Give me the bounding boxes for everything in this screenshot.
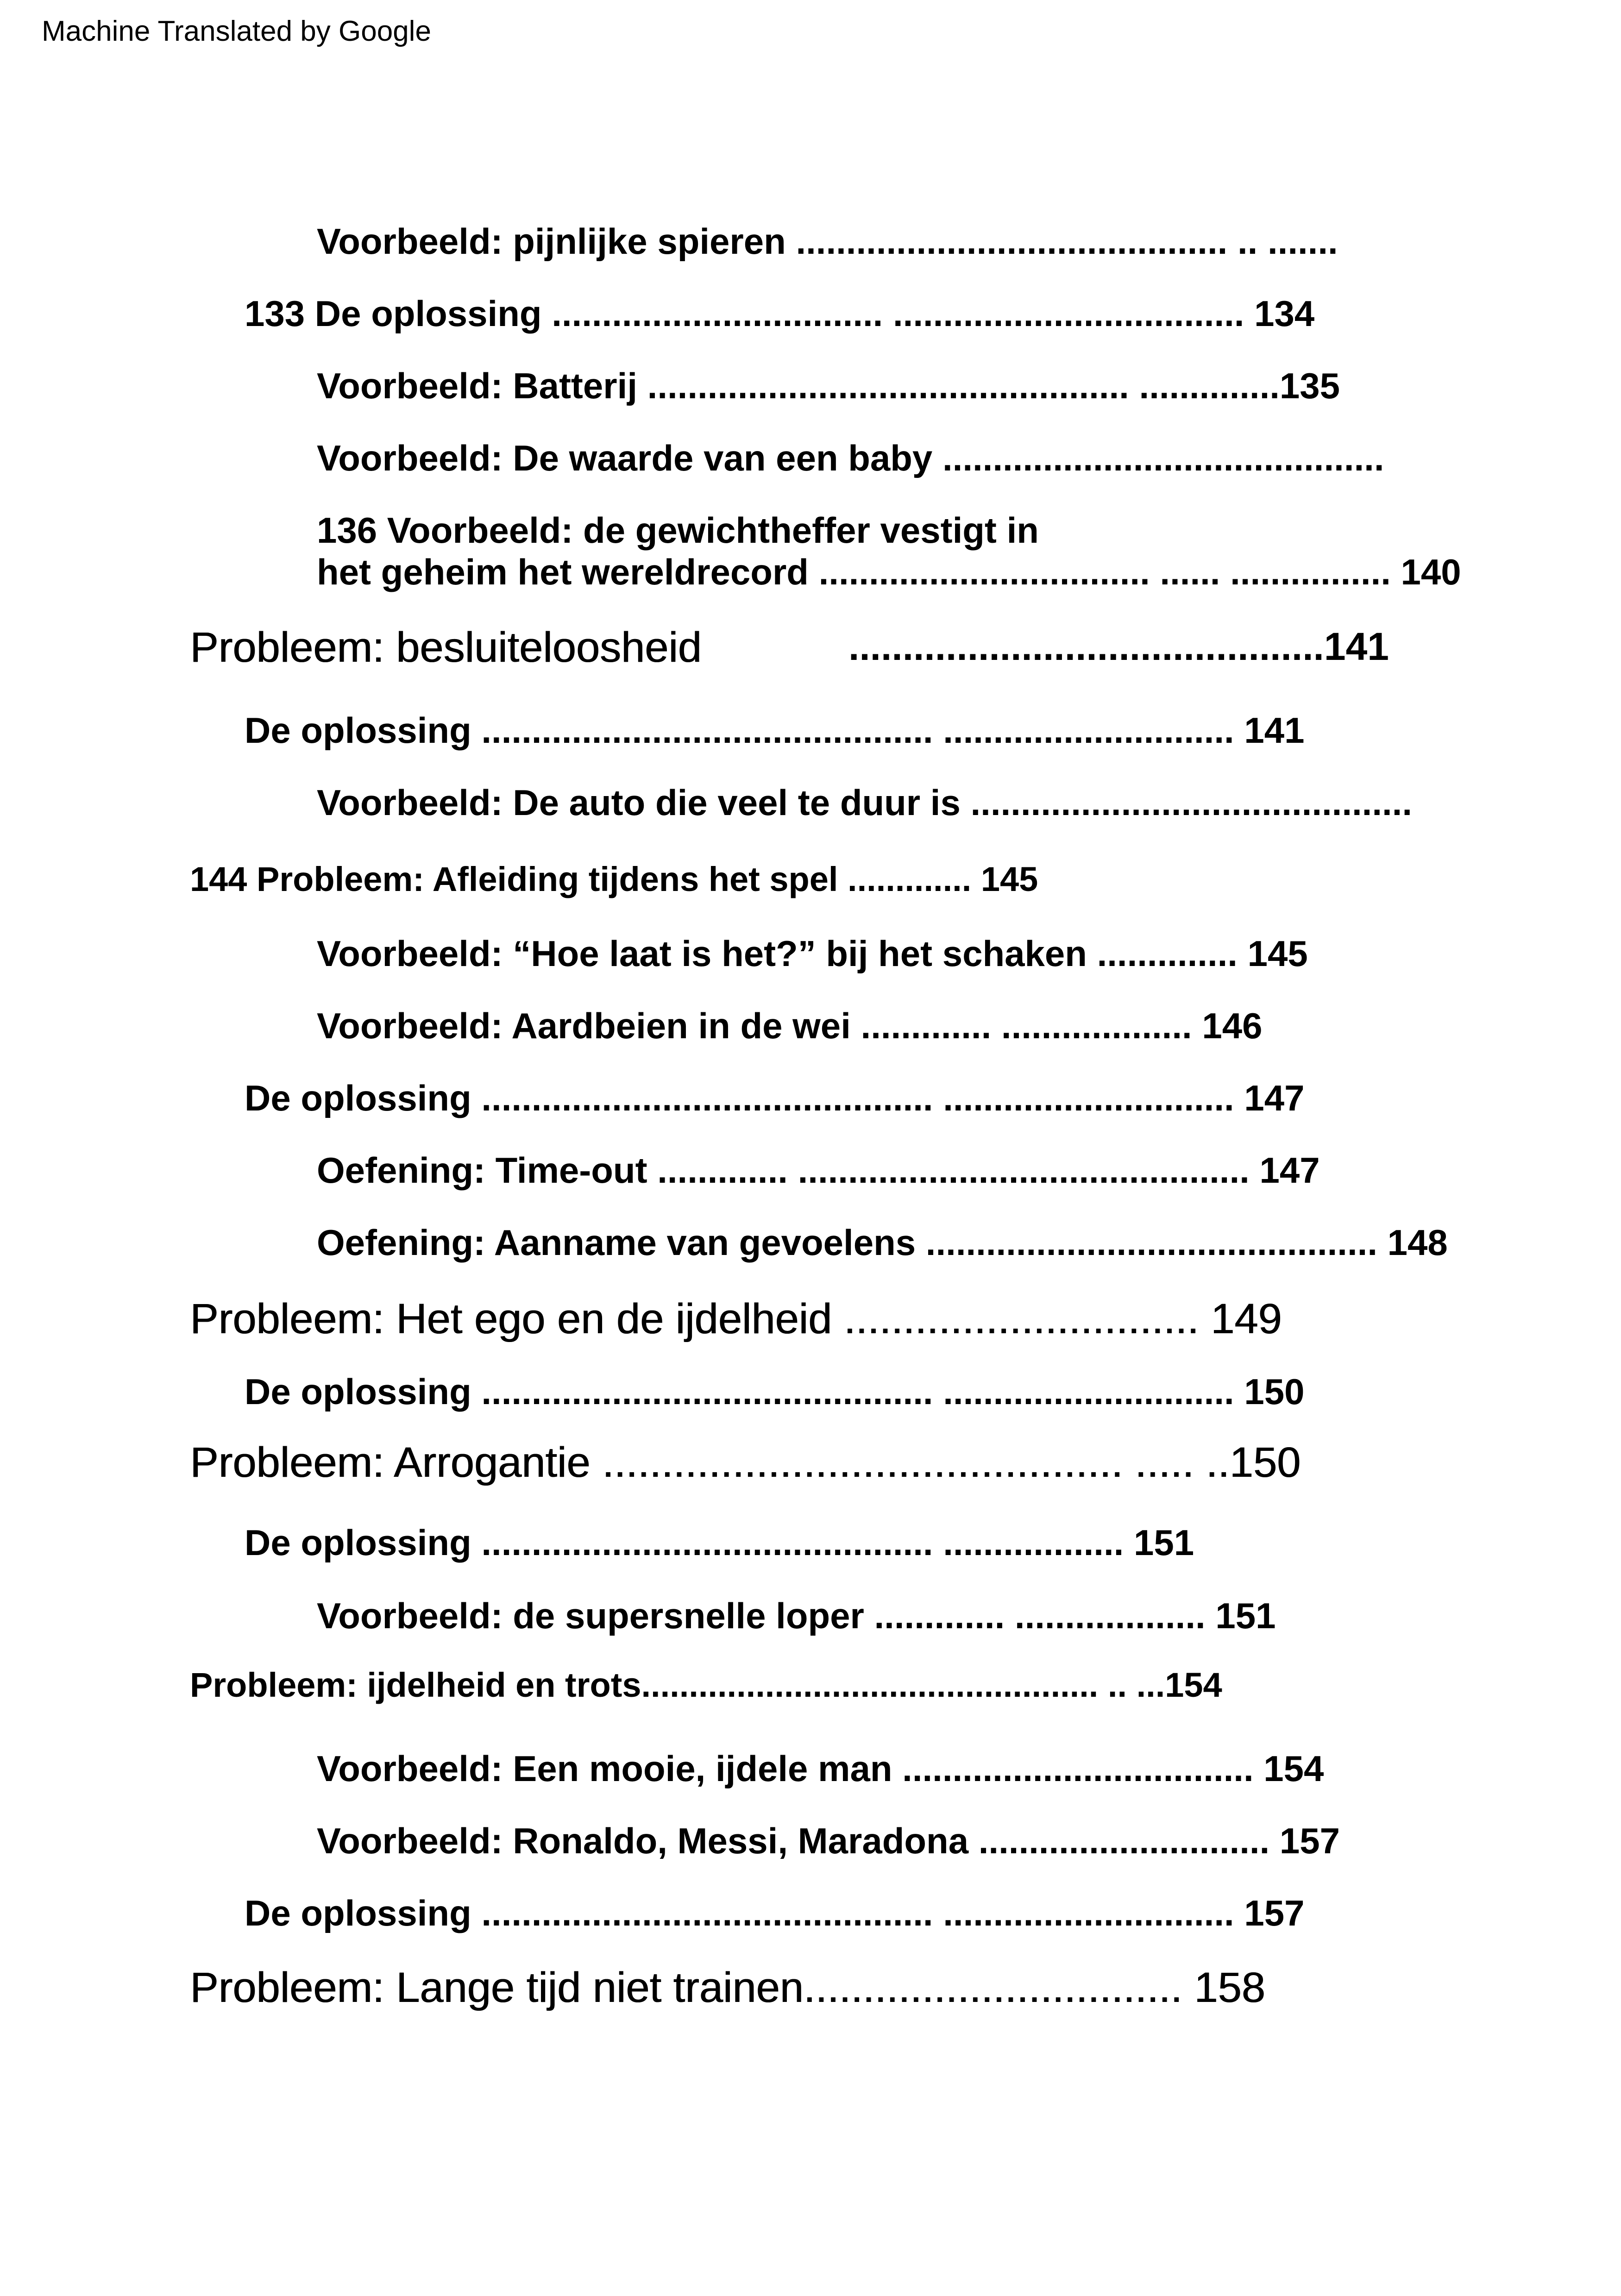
toc-entry[interactable]: Probleem: Lange tijd niet trainen................................ 158	[190, 1964, 1265, 2011]
toc-entry[interactable]: Oefening: Aanname van gevoelens ............................................. 148	[317, 1222, 1448, 1263]
toc-entry[interactable]: Oefening: Time-out ............. ............................................. 147	[317, 1150, 1320, 1191]
toc-entry[interactable]: het geheim het wereldrecord ................................. ...... ................ 140	[317, 552, 1461, 592]
toc-entry[interactable]: Probleem: ijdelheid en trots................................................ .. ...154	[190, 1666, 1222, 1704]
toc-entry[interactable]: Voorbeeld: De waarde van een baby ............................................	[317, 438, 1384, 478]
toc-entry[interactable]: De oplossing ............................................. ............................. 141	[245, 710, 1305, 751]
toc-entry[interactable]: Voorbeeld: De auto die veel te duur is ............................................	[317, 782, 1413, 823]
toc-entry[interactable]: De oplossing ............................................. ............................. 147	[245, 1078, 1305, 1118]
toc-entry[interactable]: Voorbeeld: “Hoe laat is het?” bij het schaken .............. 145	[317, 933, 1308, 974]
toc-entry[interactable]: Voorbeeld: pijnlijke spieren ........................................... .. .......	[317, 221, 1338, 262]
toc-entry[interactable]: De oplossing ............................................. ............................. 150	[245, 1371, 1305, 1412]
toc-entry-group[interactable]	[0, 626, 1621, 672]
toc-entry-title: Probleem: besluiteloosheid	[190, 624, 702, 671]
toc-entry[interactable]: 144 Probleem: Afleiding tijdens het spel ............. 145	[190, 860, 1038, 898]
machine-translation-banner: Machine Translated by Google	[42, 15, 431, 47]
toc-entry[interactable]: Voorbeeld: Ronaldo, Messi, Maradona ............................. 157	[317, 1820, 1340, 1861]
toc-entry[interactable]: De oplossing ............................................. .................. 151	[245, 1522, 1194, 1563]
toc-entry[interactable]: 136 Voorbeeld: de gewichtheffer vestigt in	[317, 510, 1039, 551]
toc-entry[interactable]: Probleem: Het ego en de ijdelheid .............................. 149	[190, 1295, 1282, 1342]
toc-entry-leader: ............................................141	[848, 625, 1389, 668]
toc-entry[interactable]: 133 De oplossing ................................. ................................... 134	[245, 293, 1315, 334]
toc-entry[interactable]: Voorbeeld: Batterij ................................................ ..............135	[317, 365, 1340, 406]
toc-entry[interactable]: De oplossing ............................................. ............................. 157	[245, 1893, 1305, 1933]
toc-entry[interactable]: Probleem: Arrogantie ............................................ ..... ..150	[190, 1439, 1301, 1486]
toc-entry[interactable]: Voorbeeld: Een mooie, ijdele man ................................... 154	[317, 1748, 1324, 1789]
toc-entry[interactable]: Voorbeeld: de supersnelle loper ............. ................... 151	[317, 1595, 1276, 1636]
toc-entry[interactable]: Voorbeeld: Aardbeien in de wei ............. ................... 146	[317, 1005, 1263, 1046]
